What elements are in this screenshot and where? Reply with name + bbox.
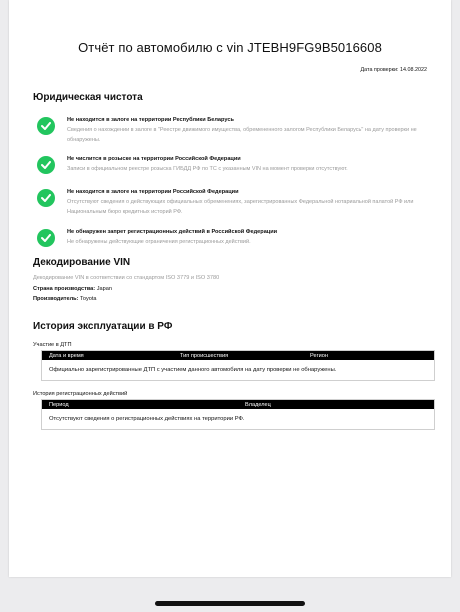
legal-section-title: Юридическая чистота	[33, 92, 143, 103]
legal-item-registration-ban	[37, 229, 437, 259]
legal-item-desc: Отсутствуют сведения о действующих официальных обременениях, зарегистрированных Федеральной нотариальной палатой РФ или Национальным бюро кредитных историй РФ.	[67, 199, 414, 215]
table-row	[42, 360, 434, 380]
report-page	[9, 0, 451, 577]
registrations-label: История регистрационных действий	[33, 391, 128, 397]
country-field	[33, 286, 112, 292]
country-label: Страна производства:	[33, 286, 96, 292]
country-value: Japan	[95, 286, 112, 292]
table-header	[42, 351, 434, 360]
check-circle-icon	[37, 189, 55, 207]
home-indicator[interactable]	[155, 601, 305, 606]
registrations-table	[41, 399, 435, 430]
check-circle-icon	[37, 156, 55, 174]
legal-item-russia-pledge	[37, 189, 437, 219]
column-header: Тип происшествия	[180, 352, 229, 359]
empty-message: Отсутствуют сведения о регистрационных действиях на территории РФ.	[49, 415, 245, 422]
maker-label: Производитель:	[33, 296, 79, 302]
check-circle-icon	[37, 229, 55, 247]
legal-item-wanted	[37, 156, 437, 186]
legal-item-head: Не находится в залоге на территории Республики Беларусь	[67, 117, 234, 123]
column-header: Дата и время	[49, 352, 84, 359]
check-date: Дата проверки: 14.08.2022	[360, 67, 427, 73]
report-title: Отчёт по автомобилю с vin JTEBH9FG9B5016608	[78, 40, 382, 55]
column-header: Владелец	[245, 401, 271, 408]
legal-item-head: Не числится в розыске на территории Российской Федерации	[67, 156, 241, 162]
legal-item-head: Не находится в залоге на территории Российской Федерации	[67, 189, 239, 195]
legal-item-belarus-pledge	[37, 117, 437, 147]
legal-item-desc: Не обнаружены действующие ограничения регистрационных действий.	[67, 239, 251, 245]
history-section-title: История эксплуатации в РФ	[33, 321, 173, 332]
table-row	[42, 409, 434, 429]
empty-message: Официально зарегистрированные ДТП с участием данного автомобиля на дату проверки не обнаружены.	[49, 366, 337, 373]
accidents-label: Участие в ДТП	[33, 342, 72, 348]
table-header	[42, 400, 434, 409]
legal-item-desc: Записи в официальном реестре розыска ГИБДД РФ по ТС с указанным VIN на момент проверки отсутствуют.	[67, 166, 348, 172]
legal-item-desc: Сведения о нахождении в залоге в "Реестре движимого имущества, обремененного залогом Республики Беларусь" на дату проверки не обнаружены.	[67, 127, 417, 143]
vin-desc: Декодирование VIN в соответствии со стандартом ISO 3779 и ISO 3780	[33, 275, 220, 281]
vin-section-title: Декодирование VIN	[33, 257, 131, 268]
column-header: Регион	[310, 352, 328, 359]
maker-value: Toyota	[78, 296, 97, 302]
column-header: Период	[49, 401, 69, 408]
check-circle-icon	[37, 117, 55, 135]
accidents-table	[41, 350, 435, 381]
legal-item-head: Не обнаружен запрет регистрационных действий в Российской Федерации	[67, 229, 278, 235]
maker-field	[33, 296, 97, 302]
